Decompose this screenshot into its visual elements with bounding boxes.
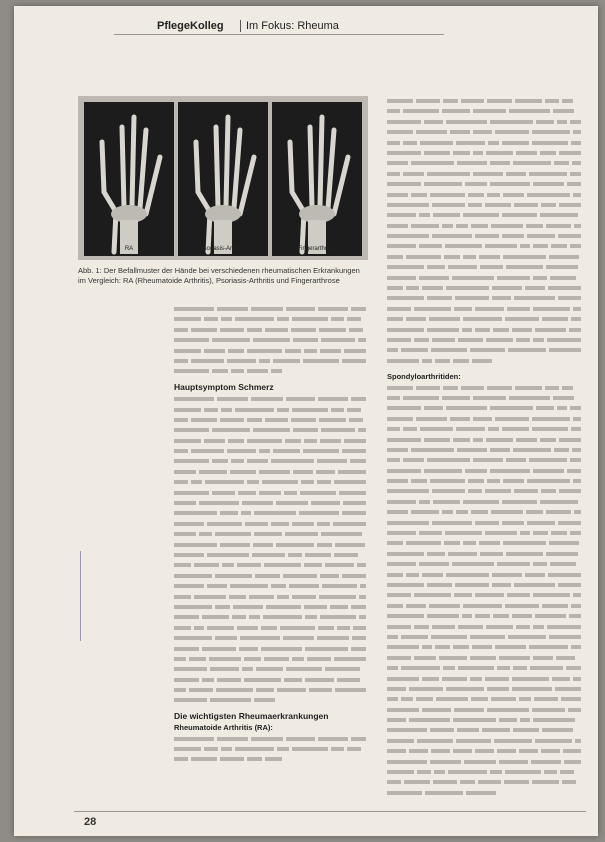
text-line-placeholder bbox=[174, 425, 370, 435]
section-heading: Die wichtigsten Rheumaerkrankungen bbox=[174, 710, 329, 721]
text-line-placeholder bbox=[174, 366, 370, 376]
text-line-placeholder bbox=[174, 602, 370, 612]
text-line-placeholder bbox=[174, 685, 370, 695]
text-line-placeholder bbox=[174, 592, 370, 602]
text-line-placeholder bbox=[387, 684, 585, 694]
footer-rule bbox=[74, 811, 586, 812]
text-line-placeholder bbox=[387, 777, 585, 787]
text-line-placeholder bbox=[387, 580, 585, 590]
text-line-placeholder bbox=[174, 744, 370, 754]
text-line-placeholder bbox=[174, 325, 370, 335]
magazine-page bbox=[14, 6, 598, 836]
text-line-placeholder bbox=[387, 231, 585, 241]
text-line-placeholder bbox=[387, 715, 585, 725]
text-line-placeholder bbox=[174, 675, 370, 685]
text-line-placeholder bbox=[387, 653, 585, 663]
panel-label: Fingerarthrose bbox=[297, 246, 337, 252]
text-line-placeholder bbox=[387, 788, 585, 798]
xray-panel-arthrosis bbox=[272, 102, 362, 256]
text-line-placeholder bbox=[387, 158, 585, 168]
text-line-placeholder bbox=[387, 190, 585, 200]
text-line-placeholder bbox=[387, 538, 585, 548]
text-line-placeholder bbox=[387, 435, 585, 445]
text-line-placeholder bbox=[387, 96, 585, 106]
text-line-placeholder bbox=[387, 767, 585, 777]
text-line-placeholder bbox=[387, 559, 585, 569]
text-line-placeholder bbox=[174, 623, 370, 633]
text-line-placeholder bbox=[387, 403, 585, 413]
text-line-placeholder bbox=[387, 424, 585, 434]
text-line-placeholder bbox=[387, 273, 585, 283]
text-line-placeholder bbox=[174, 405, 370, 415]
text-line-placeholder bbox=[387, 335, 585, 345]
paragraph-lead: Spondyloarthritiden: bbox=[387, 372, 461, 382]
text-line-placeholder bbox=[174, 304, 370, 314]
text-line-placeholder bbox=[174, 695, 370, 705]
text-line-placeholder bbox=[387, 674, 585, 684]
text-line-placeholder bbox=[387, 414, 585, 424]
text-line-placeholder bbox=[387, 725, 585, 735]
xray-figure bbox=[78, 96, 368, 260]
text-line-placeholder bbox=[174, 633, 370, 643]
text-line-placeholder bbox=[387, 507, 585, 517]
text-line-placeholder bbox=[387, 549, 585, 559]
text-line-placeholder bbox=[387, 345, 585, 355]
text-line-placeholder bbox=[174, 498, 370, 508]
text-line-placeholder bbox=[387, 694, 585, 704]
body-text-block bbox=[174, 394, 370, 706]
text-line-placeholder bbox=[174, 346, 370, 356]
text-line-placeholder bbox=[174, 529, 370, 539]
text-line-placeholder bbox=[387, 705, 585, 715]
text-line-placeholder bbox=[387, 746, 585, 756]
figure-caption: Abb. 1: Der Befallmuster der Hände bei verschiedenen rheumatischen Erkrankungen im Vergleich: RA (Rheumatoide Arthritis), Psoriasis-Arthritis und Fingerarthrose bbox=[78, 266, 360, 285]
text-line-placeholder bbox=[387, 200, 585, 210]
hand-xray-image bbox=[178, 102, 268, 256]
text-line-placeholder bbox=[174, 467, 370, 477]
text-line-placeholder bbox=[387, 169, 585, 179]
text-line-placeholder bbox=[387, 210, 585, 220]
body-text-block bbox=[174, 734, 370, 765]
text-line-placeholder bbox=[387, 663, 585, 673]
body-text-block bbox=[387, 383, 585, 799]
text-line-placeholder bbox=[387, 601, 585, 611]
header-separator bbox=[240, 20, 241, 32]
section-heading: Hauptsymptom Schmerz bbox=[174, 381, 274, 392]
text-line-placeholder bbox=[174, 446, 370, 456]
text-line-placeholder bbox=[387, 518, 585, 528]
text-line-placeholder bbox=[387, 757, 585, 767]
text-line-placeholder bbox=[387, 476, 585, 486]
text-line-placeholder bbox=[387, 314, 585, 324]
text-line-placeholder bbox=[387, 383, 585, 393]
text-line-placeholder bbox=[387, 252, 585, 262]
text-line-placeholder bbox=[174, 754, 370, 764]
text-line-placeholder bbox=[387, 590, 585, 600]
text-line-placeholder bbox=[387, 304, 585, 314]
panel-label: RA bbox=[124, 246, 134, 252]
text-line-placeholder bbox=[387, 455, 585, 465]
text-line-placeholder bbox=[174, 540, 370, 550]
page-number: 28 bbox=[84, 816, 97, 828]
text-line-placeholder bbox=[387, 106, 585, 116]
text-line-placeholder bbox=[387, 570, 585, 580]
text-line-placeholder bbox=[174, 508, 370, 518]
text-line-placeholder bbox=[174, 644, 370, 654]
text-line-placeholder bbox=[174, 456, 370, 466]
text-line-placeholder bbox=[387, 283, 585, 293]
text-line-placeholder bbox=[174, 519, 370, 529]
text-line-placeholder bbox=[174, 571, 370, 581]
text-line-placeholder bbox=[174, 734, 370, 744]
text-line-placeholder bbox=[387, 179, 585, 189]
hand-xray-image bbox=[84, 102, 174, 256]
text-line-placeholder bbox=[387, 127, 585, 137]
panel-label: Psoriasis-Arthritis bbox=[199, 246, 247, 252]
text-line-placeholder bbox=[387, 622, 585, 632]
xray-panel-psoriasis bbox=[178, 102, 268, 256]
text-line-placeholder bbox=[174, 612, 370, 622]
text-line-placeholder bbox=[387, 262, 585, 272]
text-line-placeholder bbox=[174, 394, 370, 404]
text-line-placeholder bbox=[387, 148, 585, 158]
text-line-placeholder bbox=[174, 436, 370, 446]
text-line-placeholder bbox=[387, 325, 585, 335]
header-rule bbox=[114, 34, 444, 35]
hand-xray-image bbox=[272, 102, 362, 256]
text-line-placeholder bbox=[387, 632, 585, 642]
text-line-placeholder bbox=[174, 560, 370, 570]
pullquote-rule bbox=[80, 551, 81, 641]
text-line-placeholder bbox=[174, 356, 370, 366]
text-line-placeholder bbox=[174, 314, 370, 324]
text-line-placeholder bbox=[387, 393, 585, 403]
text-line-placeholder bbox=[387, 497, 585, 507]
text-line-placeholder bbox=[387, 486, 585, 496]
text-line-placeholder bbox=[174, 335, 370, 345]
text-line-placeholder bbox=[387, 117, 585, 127]
text-line-placeholder bbox=[387, 221, 585, 231]
body-text-block bbox=[174, 304, 370, 377]
article-column-middle bbox=[174, 304, 370, 765]
section-topic: Im Fokus: Rheuma bbox=[246, 20, 339, 32]
text-line-placeholder bbox=[174, 654, 370, 664]
text-line-placeholder bbox=[387, 466, 585, 476]
text-line-placeholder bbox=[387, 241, 585, 251]
text-line-placeholder bbox=[174, 664, 370, 674]
text-line-placeholder bbox=[387, 736, 585, 746]
body-text-block bbox=[387, 96, 585, 366]
text-line-placeholder bbox=[174, 477, 370, 487]
text-line-placeholder bbox=[174, 488, 370, 498]
text-line-placeholder bbox=[387, 138, 585, 148]
text-line-placeholder bbox=[174, 415, 370, 425]
section-kicker: PflegeKolleg bbox=[157, 20, 224, 32]
xray-panel-ra bbox=[84, 102, 174, 256]
text-line-placeholder bbox=[174, 550, 370, 560]
text-line-placeholder bbox=[387, 611, 585, 621]
text-line-placeholder bbox=[387, 445, 585, 455]
text-line-placeholder bbox=[174, 581, 370, 591]
text-line-placeholder bbox=[387, 528, 585, 538]
text-line-placeholder bbox=[387, 293, 585, 303]
paragraph-lead: Rheumatoide Arthritis (RA): bbox=[174, 723, 273, 733]
article-column-right bbox=[387, 96, 585, 798]
text-line-placeholder bbox=[387, 642, 585, 652]
text-line-placeholder bbox=[387, 356, 585, 366]
